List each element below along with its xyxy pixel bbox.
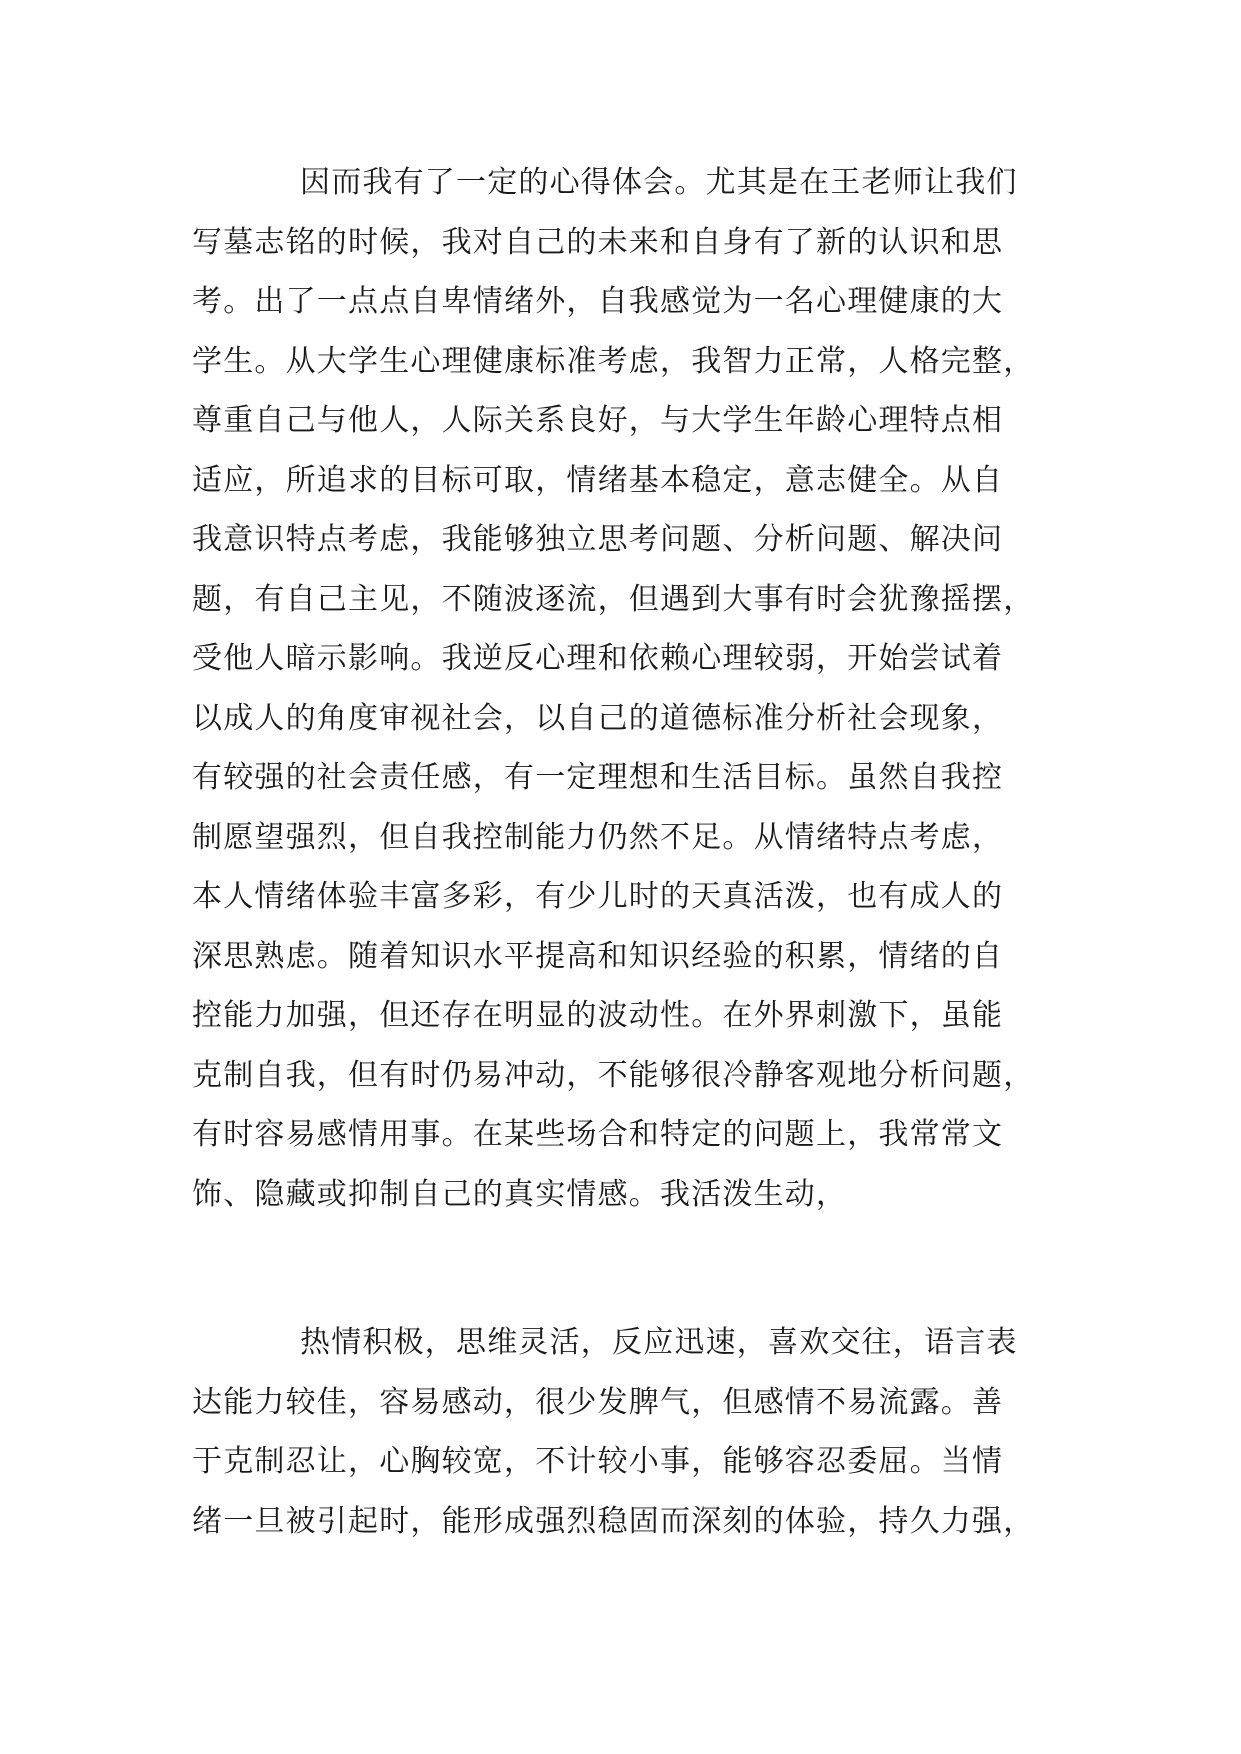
text-line: 尊重自己与他人，人际关系良好，与大学生年龄心理特点相 — [192, 403, 1004, 438]
text-line: 制愿望强烈，但自我控制能力仍然不足。从情绪特点考虑， — [192, 819, 1004, 855]
text-line: 写墓志铭的时候，我对自己的未来和自身有了新的认识和思 — [192, 224, 1004, 260]
text-line: 以成人的角度审视社会，以自己的道德标准分析社会现象， — [192, 700, 1004, 736]
text-line: 控能力加强，但还存在明显的波动性。在外界刺激下，虽能 — [192, 998, 1004, 1033]
text-line: 热情积极，思维灵活，反应迅速，喜欢交往，语言表 — [300, 1325, 1018, 1360]
text-line: 本人情绪体验丰富多彩，有少儿时的天真活泼，也有成人的 — [192, 879, 1004, 914]
text-line: 适应，所追求的目标可取，情绪基本稳定，意志健全。从自 — [192, 462, 1004, 498]
text-line: 学生。从大学生心理健康标准考虑，我智力正常，人格完整， — [192, 343, 1035, 379]
text-line: 受他人暗示影响。我逆反心理和依赖心理较弱，开始尝试着 — [192, 641, 1004, 676]
text-line: 绪一旦被引起时，能形成强烈稳固而深刻的体验，持久力强， — [192, 1503, 1035, 1539]
text-line: 深思熟虑。随着知识水平提高和知识经验的积累，情绪的自 — [192, 938, 1004, 974]
text-line: 达能力较佳，容易感动，很少发脾气，但感情不易流露。善 — [192, 1384, 1004, 1420]
paragraph-2 — [192, 1313, 1072, 1551]
text-line: 题，有自己主见，不随波逐流，但遇到大事有时会犹豫摇摆， — [192, 581, 1035, 617]
text-line: 因而我有了一定的心得体会。尤其是在王老师让我们 — [300, 165, 1018, 200]
text-line: 有时容易感情用事。在某些场合和特定的问题上，我常常文 — [192, 1117, 1004, 1152]
paragraph-1 — [192, 153, 1072, 1224]
text-line: 考。出了一点点自卑情绪外，自我感觉为一名心理健康的大 — [192, 284, 1004, 319]
text-line: 有较强的社会责任感，有一定理想和生活目标。虽然自我控 — [192, 760, 1004, 795]
text-line: 饰、隐藏或抑制自己的真实情感。我活泼生动， — [192, 1176, 848, 1212]
text-line: 于克制忍让，心胸较宽，不计较小事，能够容忍委屈。当情 — [192, 1444, 1004, 1479]
text-line: 克制自我，但有时仍易冲动，不能够很冷静客观地分析问题， — [192, 1057, 1035, 1093]
text-line: 我意识特点考虑，我能够独立思考问题、分析问题、解决问 — [192, 522, 1004, 557]
